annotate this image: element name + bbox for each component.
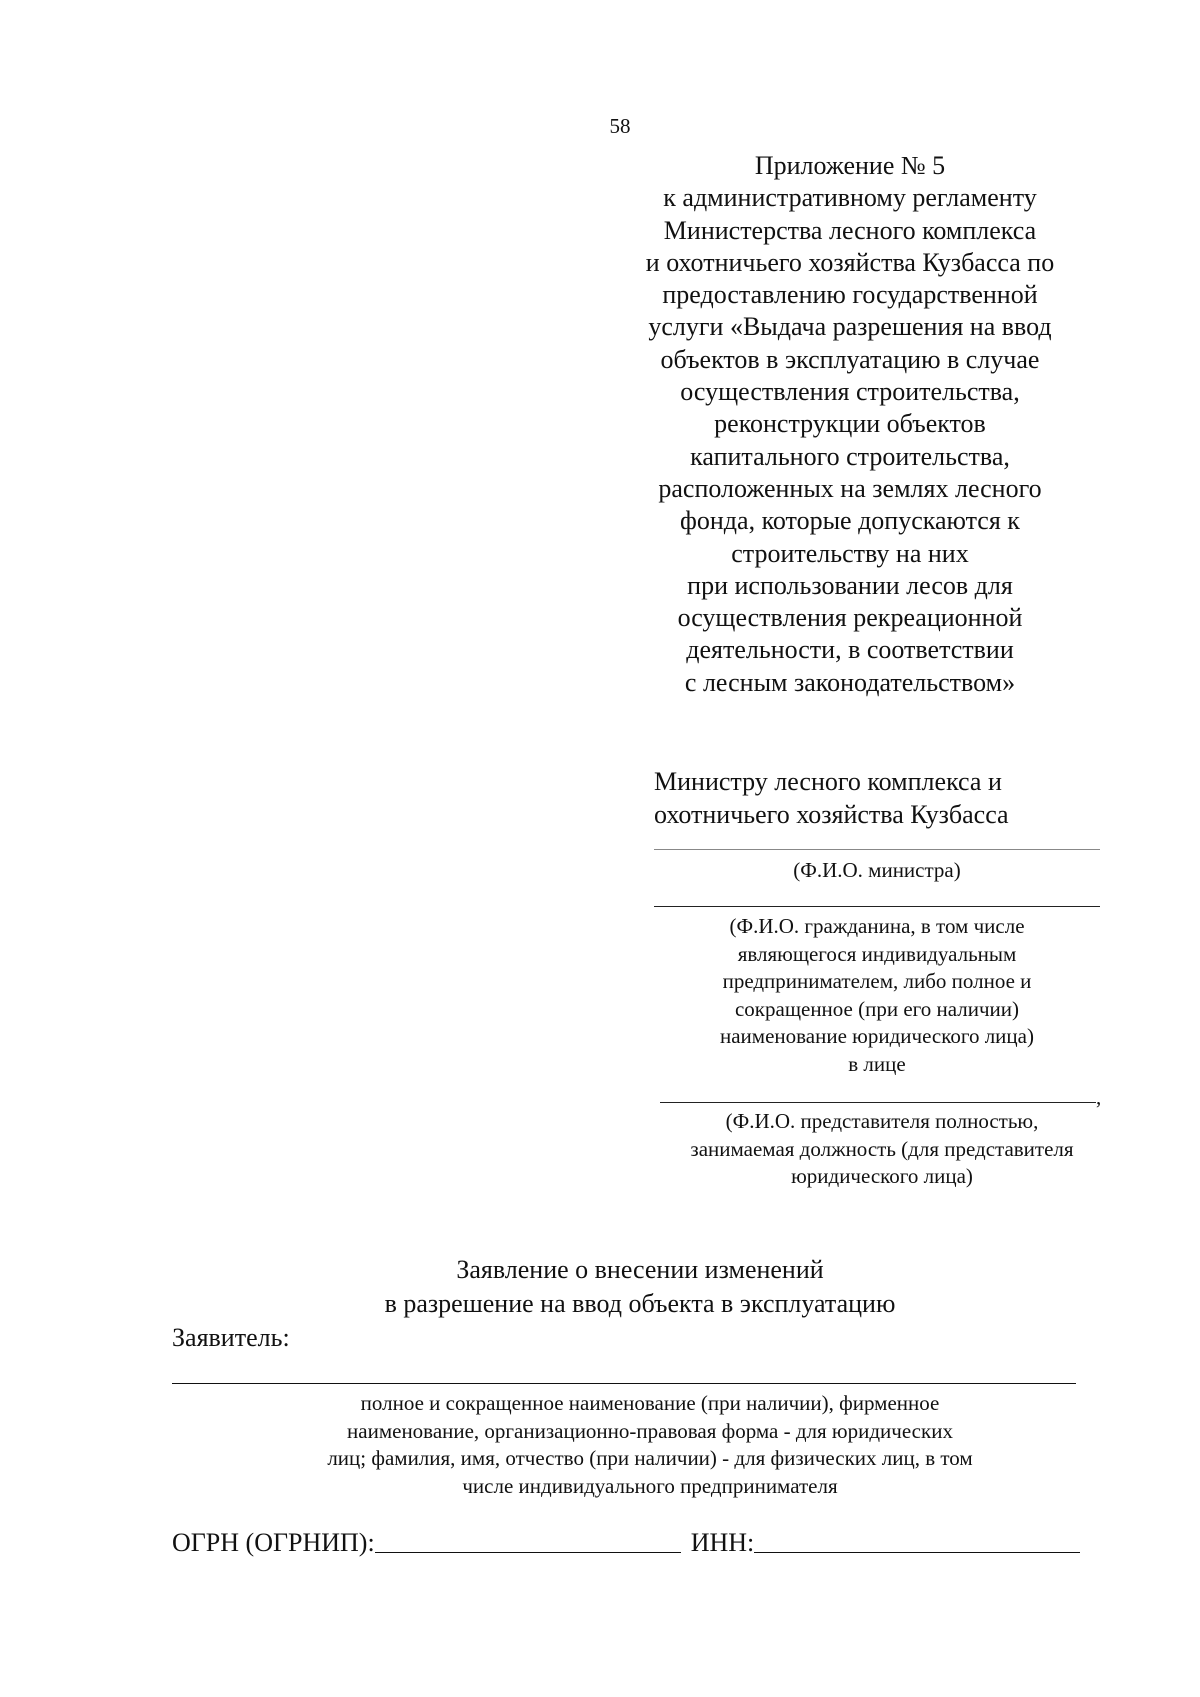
appendix-line: строительству на них: [731, 538, 969, 568]
citizen-note-line: предпринимателем, либо полное и: [722, 969, 1032, 993]
appendix-line: капитального строительства,: [690, 441, 1010, 471]
ids-row: [172, 1528, 1080, 1558]
applicant-note: [200, 1390, 1100, 1500]
appendix-line: осуществления рекреационной: [677, 603, 1023, 633]
representative-comma: ,: [1096, 1085, 1102, 1109]
appendix-line: и охотничьего хозяйства Кузбасса по: [645, 247, 1055, 277]
appendix-line: услуги «Выдача разрешения на ввод: [648, 312, 1052, 342]
appendix-line: предоставлению государственной: [662, 280, 1038, 310]
appendix-line: Министерства лесного комплекса: [663, 215, 1037, 245]
ogrn-label: ОГРН (ОГРНИП):: [172, 1528, 375, 1557]
minister-note: (Ф.И.О. министра): [793, 858, 961, 882]
citizen-name-line: [654, 906, 1100, 907]
citizen-note-line: являющегося индивидуальным: [737, 941, 1017, 966]
ogrn-field-line: [375, 1552, 681, 1553]
appendix-line: фонда, которые допускаются к: [680, 506, 1020, 536]
applicant-name-line: [172, 1383, 1076, 1384]
citizen-note-line: сокращенное (при его наличии): [734, 996, 1019, 1021]
citizen-note-line: в лице: [848, 1051, 906, 1076]
appendix-line: объектов в эксплуатацию в случае: [660, 344, 1040, 374]
representative-note-line: занимаемая должность (для представителя: [690, 1136, 1074, 1161]
inn-field-line: [754, 1552, 1080, 1553]
representative-note-line: (Ф.И.О. представителя полностью,: [725, 1109, 1039, 1133]
page-number: 58: [609, 114, 631, 138]
citizen-note: [654, 913, 1100, 1078]
addressee-block: [654, 765, 1114, 831]
applicant-label: Заявитель:: [172, 1323, 290, 1352]
citizen-note-line: наименование юридического лица): [720, 1024, 1034, 1048]
appendix-line: к административному регламенту: [663, 183, 1037, 213]
applicant-note-line: числе индивидуального предпринимателя: [462, 1473, 838, 1498]
appendix-line: реконструкции объектов: [714, 409, 986, 439]
representative-name-line: [660, 1102, 1096, 1103]
addressee-line: охотничьего хозяйства Кузбасса: [654, 800, 1009, 829]
appendix-line: осуществления строительства,: [680, 377, 1020, 407]
appendix-line: Приложение № 5: [754, 151, 946, 180]
representative-note: [654, 1108, 1110, 1191]
applicant-note-line: полное и сокращенное наименование (при наличии), фирменное: [360, 1391, 940, 1415]
addressee-line: Министру лесного комплекса и: [654, 767, 1002, 796]
applicant-note-line: наименование, организационно-правовая форма - для юридических: [347, 1418, 953, 1443]
appendix-line: деятельности, в соответствии: [686, 635, 1014, 665]
minister-name-line: [654, 849, 1100, 850]
appendix-line: при использовании лесов для: [687, 570, 1013, 600]
title-line: Заявление о внесении изменений: [456, 1255, 824, 1284]
inn-label: ИНН:: [690, 1528, 755, 1557]
appendix-line: с лесным законодательством»: [684, 667, 1016, 697]
applicant-note-line: лиц; фамилия, имя, отчество (при наличии) - для физических лиц, в том: [327, 1446, 973, 1470]
title-line: в разрешение на ввод объекта в эксплуатацию: [384, 1289, 896, 1318]
document-title: [300, 1253, 980, 1321]
citizen-note-line: (Ф.И.О. гражданина, в том числе: [729, 914, 1025, 938]
representative-note-line: юридического лица): [791, 1164, 973, 1188]
appendix-line: расположенных на землях лесного: [658, 473, 1042, 503]
appendix-header: [600, 150, 1100, 699]
